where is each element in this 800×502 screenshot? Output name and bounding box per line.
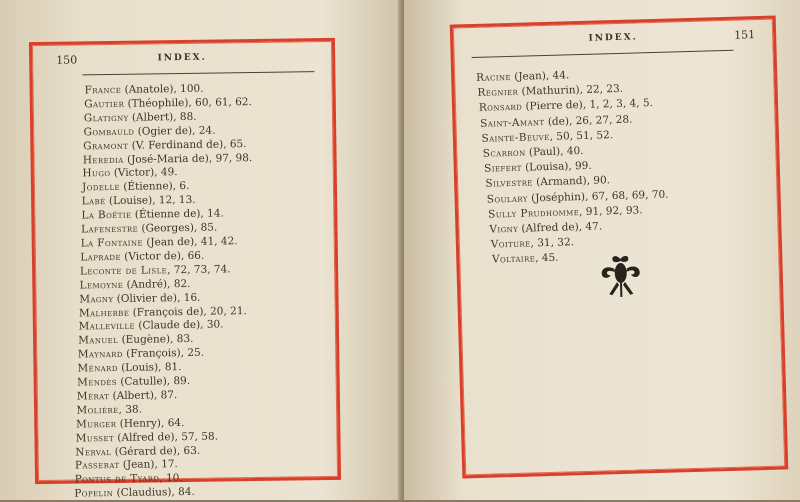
- fleuron-ornament-icon: [599, 252, 642, 299]
- entry-name: Lemoyne: [79, 278, 124, 292]
- entry-name: Soulary: [486, 192, 528, 206]
- entry-pages: (André), 82.: [123, 277, 191, 291]
- entry-name: Lafenestre: [80, 222, 139, 236]
- entry-pages: (Jean de), 41, 42.: [142, 235, 238, 249]
- entry-pages: , 10.: [159, 472, 183, 485]
- entry-name: Pontus de Tyard: [74, 472, 160, 486]
- entry-pages: (Georges), 85.: [138, 221, 218, 235]
- right-page-red-frame: [450, 16, 789, 479]
- entry-name: Laprade: [80, 250, 122, 264]
- entry-pages: (de), 26, 27, 28.: [544, 113, 633, 128]
- entry-name: Gombauld: [83, 125, 135, 139]
- entry-name: Malleville: [78, 320, 136, 333]
- entry-pages: (Albert), 87.: [109, 389, 178, 403]
- index-entry: [80, 263, 254, 279]
- entry-name: Saint-Amant: [480, 115, 545, 130]
- left-page-red-frame: [29, 38, 341, 500]
- index-entry: [84, 96, 252, 112]
- entry-name: Silvestre: [485, 176, 534, 191]
- page-number: 151: [733, 28, 756, 42]
- entry-name: Popelin: [74, 487, 114, 500]
- entry-pages: (Ogier de), 24.: [134, 124, 216, 138]
- left-page-header: [32, 51, 332, 67]
- entry-name: Heredia: [82, 153, 124, 166]
- entry-pages: (Paul), 40.: [525, 144, 584, 159]
- entry-pages: (Théophile), 60, 61, 62.: [124, 95, 252, 110]
- entry-pages: (Pierre de), 1, 2, 3, 4, 5.: [521, 97, 654, 114]
- entry-pages: (Gérard de), 63.: [111, 444, 201, 458]
- entry-pages: (Victor), 49.: [110, 166, 178, 180]
- index-entry: [74, 485, 257, 501]
- entry-pages: (Claude de), 30.: [134, 318, 224, 333]
- entry-pages: , 50, 51, 52.: [549, 128, 614, 143]
- entry-pages: , 45.: [535, 252, 559, 265]
- index-entry: [81, 235, 254, 251]
- entry-pages: (Victor de), 66.: [120, 249, 205, 263]
- entry-name: Siefert: [483, 161, 522, 175]
- entry-name: Regnier: [477, 85, 519, 100]
- entry-name: Manuel: [78, 334, 119, 347]
- entry-name: Mérat: [76, 390, 110, 403]
- entry-pages: (François de), 20, 21.: [129, 304, 247, 319]
- entry-pages: (Étienne de), 14.: [131, 207, 224, 221]
- entry-pages: , 31, 32.: [530, 236, 575, 250]
- entry-name: Molière: [76, 403, 119, 417]
- entry-pages: (Mathurin), 22, 23.: [518, 83, 624, 98]
- entry-name: Leconte de Lisle: [79, 264, 168, 278]
- entry-pages: , 38.: [118, 403, 143, 416]
- entry-name: Hugo: [82, 167, 111, 180]
- entry-name: Gramont: [83, 139, 129, 153]
- index-entry: [83, 152, 253, 168]
- index-list: [73, 82, 258, 502]
- entry-pages: (Henry), 64.: [116, 416, 185, 430]
- entry-name: Voiture: [490, 237, 531, 251]
- entry-name: Labé: [81, 195, 106, 208]
- header-rule: [472, 50, 734, 58]
- entry-pages: (Alfred de), 47.: [517, 220, 603, 235]
- entry-name: Voltaire: [491, 252, 536, 266]
- entry-pages: (Étienne), 6.: [119, 180, 190, 194]
- header-title: INDEX.: [157, 52, 207, 64]
- entry-name: Passerat: [74, 459, 120, 473]
- entry-name: Ronsard: [478, 101, 523, 115]
- entry-name: Gautier: [84, 97, 125, 111]
- entry-pages: (Catulle), 89.: [116, 374, 191, 388]
- entry-name: Musset: [75, 431, 115, 445]
- entry-pages: (Olivier de), 16.: [113, 291, 201, 305]
- entry-name: Nerval: [75, 445, 112, 459]
- entry-name: La Boëtie: [81, 208, 132, 222]
- entry-pages: (François), 25.: [122, 346, 205, 361]
- entry-pages: (Joséphin), 67, 68, 69, 70.: [527, 188, 669, 205]
- header-rule: [82, 71, 314, 75]
- entry-name: Mendès: [77, 375, 118, 389]
- entry-pages: (Louis), 81.: [117, 361, 182, 375]
- entry-name: Malherbe: [78, 306, 130, 319]
- entry-pages: (Alfred de), 57, 58.: [113, 430, 219, 444]
- entry-name: Jodelle: [82, 181, 121, 194]
- entry-pages: (Albert), 88.: [128, 110, 197, 124]
- entry-name: La Fontaine: [80, 236, 144, 250]
- entry-name: Vigny: [489, 222, 519, 236]
- page-number: 150: [56, 53, 78, 67]
- entry-name: Maynard: [77, 348, 123, 361]
- entry-pages: (Armand), 90.: [532, 174, 611, 189]
- entry-pages: (Jean), 44.: [510, 69, 570, 83]
- entry-pages: (Anatole), 100.: [121, 82, 204, 96]
- entry-pages: (Louise), 12, 13.: [105, 194, 196, 208]
- entry-pages: , 91, 92, 93.: [578, 204, 643, 218]
- entry-name: Sully Prudhomme: [487, 205, 580, 221]
- entry-pages: (Claudius), 84.: [113, 486, 195, 500]
- entry-pages: (Jean), 17.: [119, 458, 178, 472]
- header-title: INDEX.: [588, 32, 638, 44]
- entry-pages: (José-Maria de), 97, 98.: [123, 151, 253, 166]
- index-list: [476, 66, 670, 269]
- entry-pages: (V. Ferdinand de), 65.: [128, 137, 247, 152]
- entry-name: Racine: [476, 70, 512, 84]
- entry-pages: (Eugène), 83.: [118, 333, 194, 347]
- entry-name: France: [84, 83, 122, 97]
- right-page-header: [453, 28, 773, 44]
- entry-name: Sainte-Beuve: [481, 130, 550, 145]
- entry-name: Murger: [75, 417, 117, 431]
- entry-pages: (Louisa), 99.: [521, 159, 592, 174]
- entry-name: Scarron: [482, 146, 526, 160]
- entry-pages: , 72, 73, 74.: [167, 263, 231, 277]
- entry-name: Magny: [79, 292, 114, 306]
- entry-name: Ménard: [77, 362, 118, 375]
- entry-name: Glatigny: [83, 111, 129, 125]
